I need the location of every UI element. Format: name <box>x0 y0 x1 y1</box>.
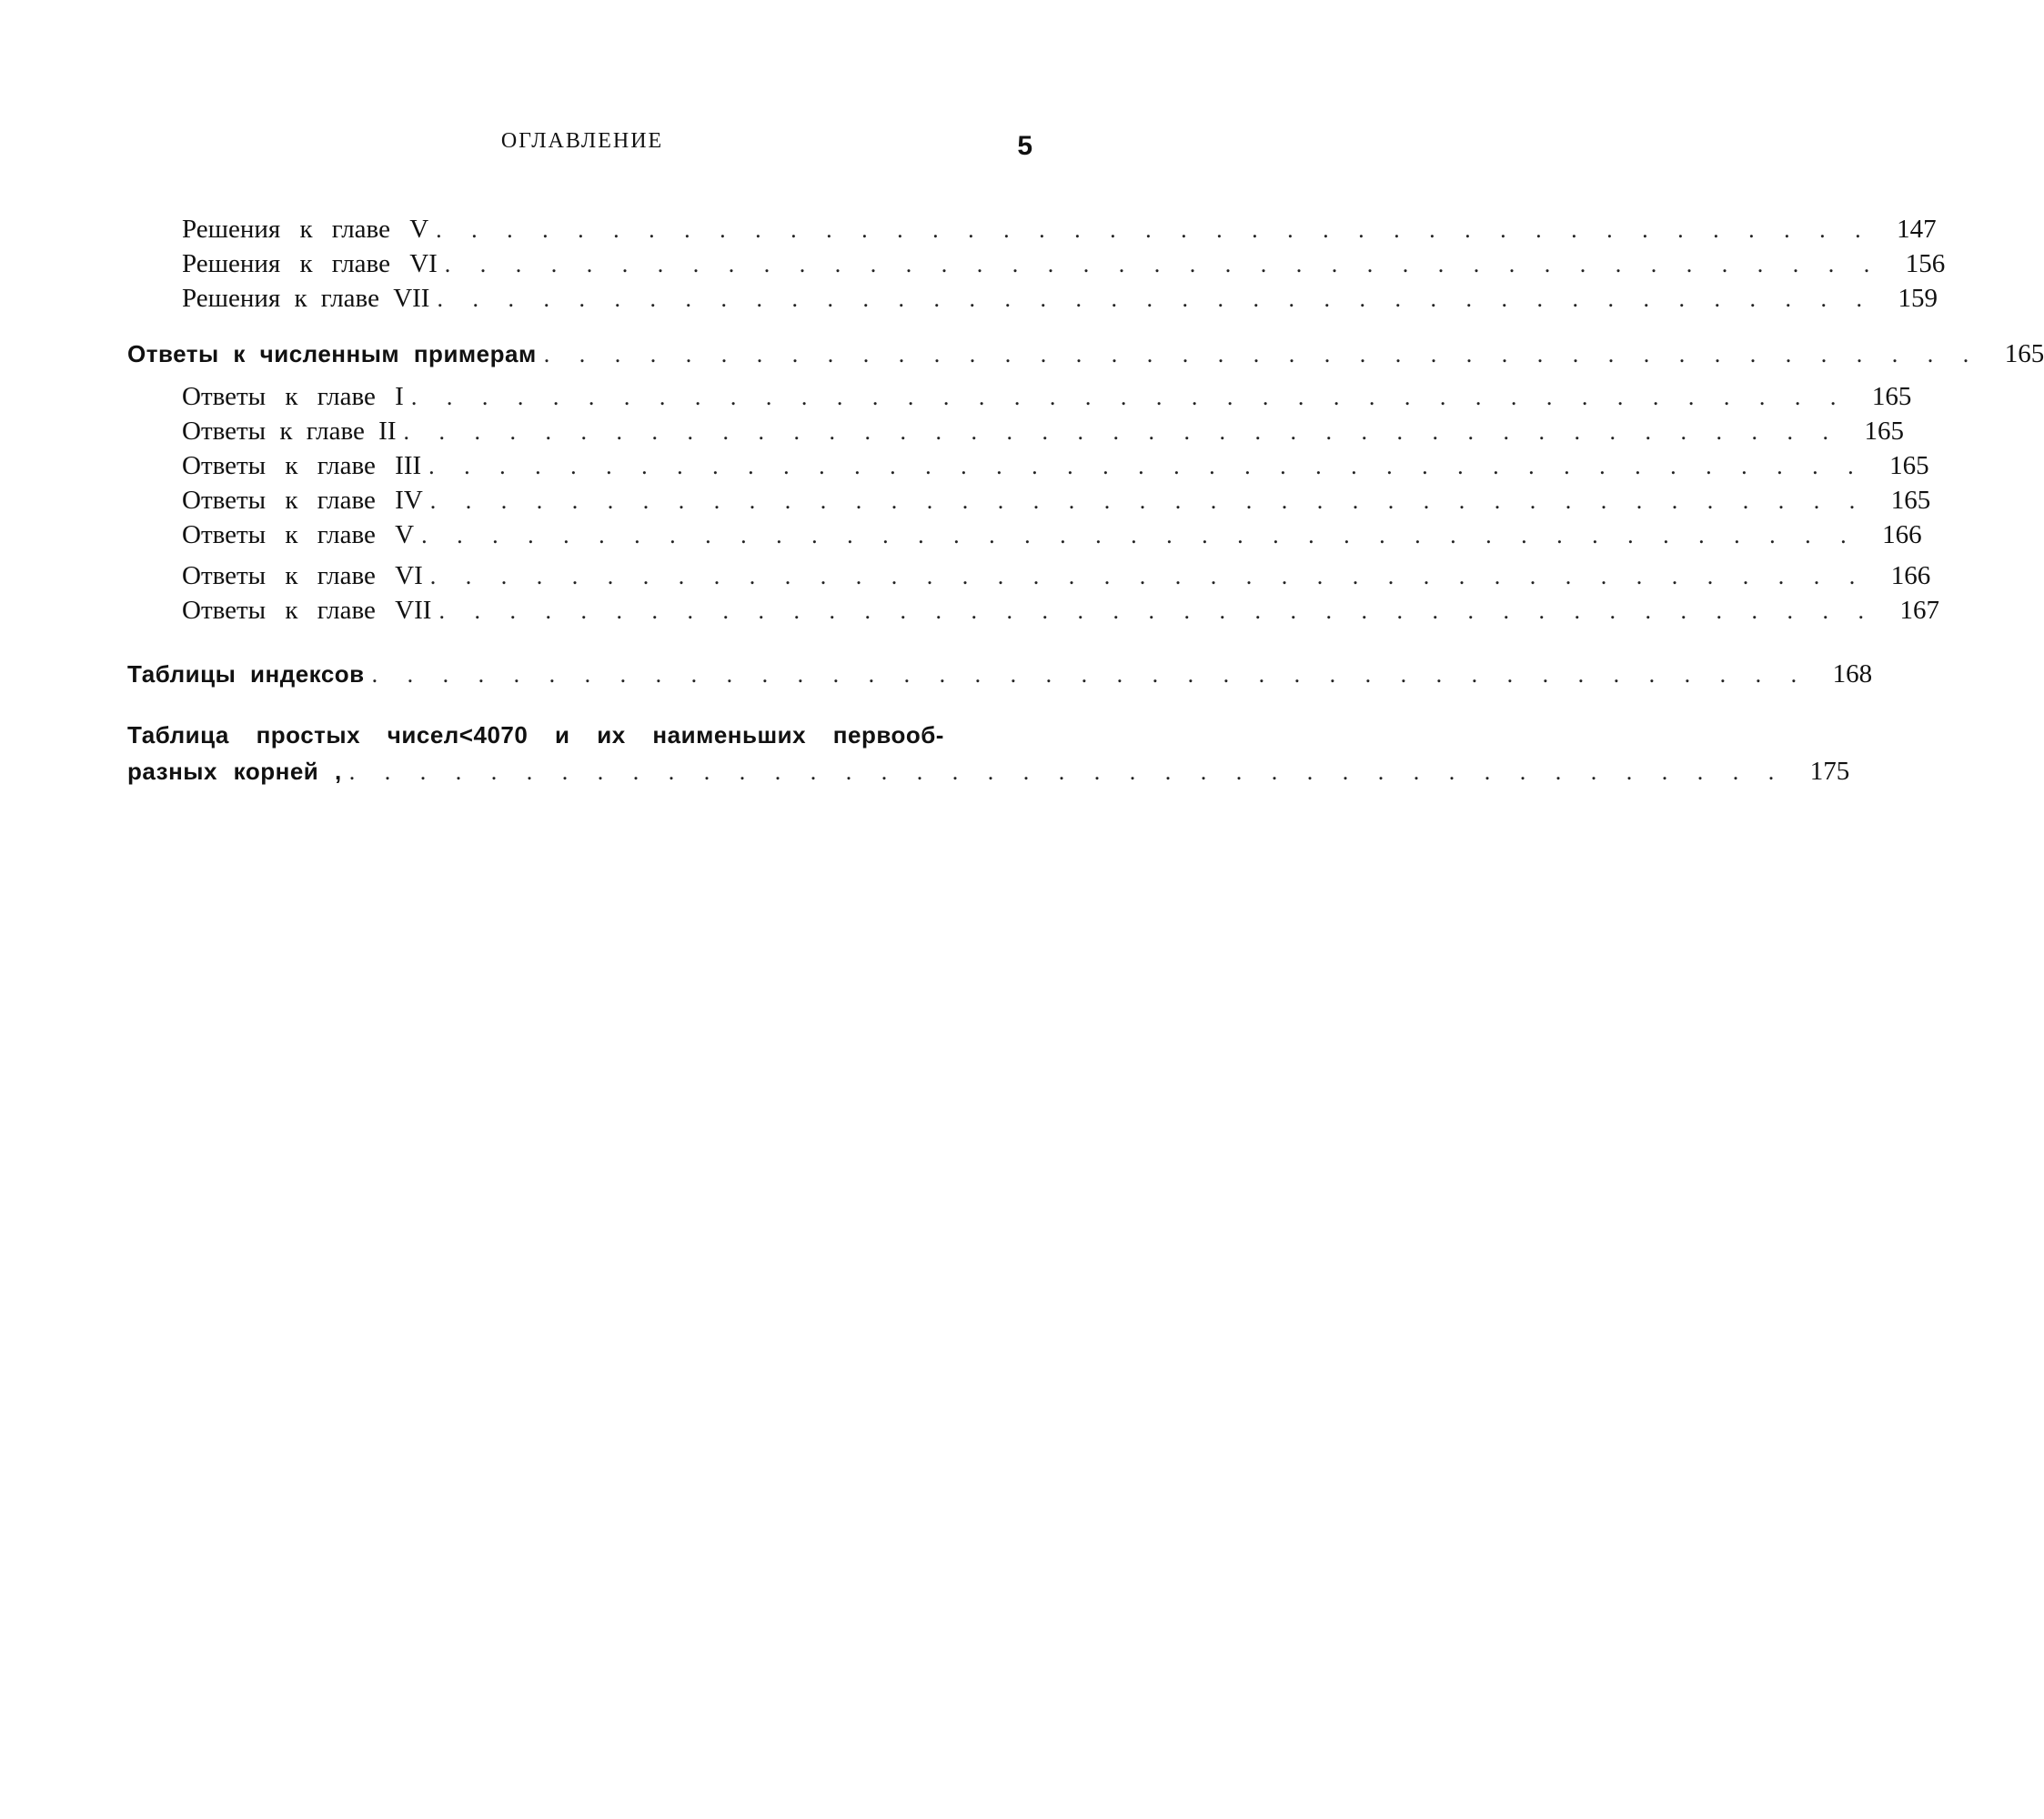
toc-entry[interactable] <box>182 382 1912 415</box>
toc-section-title: Таблица простых чисел<4070 и их наименьших первооб- <box>127 721 944 749</box>
toc-entry-page: 165 <box>1864 417 1904 446</box>
toc-section-title: Ответы к численным примерам <box>127 340 537 367</box>
toc-entry-title: Ответы к главе VII <box>182 596 432 625</box>
toc-entry[interactable] <box>182 520 1922 553</box>
toc-entry-title: Ответы к главе III <box>182 451 422 480</box>
dot-leader: . . . . . . . . . . . . . . . . . . . . . . . . . . . . . . . . . . . . . . . . . <box>410 384 1848 410</box>
toc-entry-page: 167 <box>1899 596 1939 625</box>
page-number: 5 <box>1017 131 1032 161</box>
toc-section-title-line[interactable] <box>127 721 951 754</box>
toc-entry[interactable] <box>182 486 1931 518</box>
dot-leader: . . . . . . . . . . . . . . . . . . . . . . . . . . . . . . . . . . . . . . . . . <box>444 251 1882 277</box>
toc-entry-page: 165 <box>1871 382 1912 411</box>
toc-entry[interactable] <box>182 417 1904 449</box>
toc-section-page: 175 <box>1809 757 1850 786</box>
dot-leader: . . . . . . . . . . . . . . . . . . . . . . . . . . . . . . . . . . . . . . . . . <box>437 286 1874 312</box>
dot-leader: . . . . . . . . . . . . . . . . . . . . . . . . . . . . . . . . . . . . . . . . . <box>436 216 1873 243</box>
toc-section-title: разных корней , <box>127 758 342 785</box>
toc-entry-title: Ответы к главе V <box>182 520 415 549</box>
dot-leader: . . . . . . . . . . . . . . . . . . . . . . . . . . . . . . . . . . . . . . . . . <box>428 453 1866 479</box>
toc-entry[interactable] <box>182 596 1939 628</box>
toc-entry-title: Ответы к главе VI <box>182 561 423 590</box>
toc-entry[interactable] <box>182 215 1937 247</box>
toc-entry-page: 156 <box>1905 249 1946 278</box>
dot-leader: . . . . . . . . . . . . . . . . . . . . . . . . . . . . . . . . . . . . . . . . . <box>429 563 1868 589</box>
toc-entry-page: 147 <box>1897 215 1937 244</box>
toc-section-entry[interactable] <box>127 339 2044 372</box>
dot-leader: . . . . . . . . . . . . . . . . . . . . . . . . . . . . . . . . . . . . . . . . . <box>403 418 1840 445</box>
toc-entry-page: 166 <box>1882 520 1922 549</box>
toc-section-entry[interactable] <box>127 659 1873 692</box>
toc-entry[interactable] <box>182 451 1929 484</box>
toc-entry-page: 166 <box>1890 561 1931 590</box>
dot-leader: . . . . . . . . . . . . . . . . . . . . . . . . . . . . . . . . . . . . . . . . . <box>421 522 1858 548</box>
toc-section-page: 168 <box>1832 659 1873 688</box>
dot-leader: . . . . . . . . . . . . . . . . . . . . . . . . . . . . . . . . . . . . . . . . . <box>429 487 1868 514</box>
page-header <box>0 129 1164 166</box>
toc-entry-title: Решения к главе VI <box>182 249 438 278</box>
toc-entry-page: 159 <box>1898 284 1938 313</box>
toc-entry-title: Ответы к главе I <box>182 382 404 411</box>
toc-entry[interactable] <box>182 561 1931 594</box>
toc-entry-page: 165 <box>1889 451 1929 480</box>
toc-entry-title: Решения к главе VII <box>182 284 430 313</box>
toc-entry[interactable] <box>182 249 1946 282</box>
dot-leader: . . . . . . . . . . . . . . . . . . . . . . . . . . . . . . . . . . . . . . . . . <box>438 598 1876 624</box>
toc-entry-page: 165 <box>1890 486 1931 515</box>
toc-entry-title: Ответы к главе II <box>182 417 397 446</box>
dot-leader: . . . . . . . . . . . . . . . . . . . . . . . . . . . . . . . . . . . . . . . . . <box>371 661 1809 688</box>
dot-leader: . . . . . . . . . . . . . . . . . . . . . . . . . . . . . . . . . . . . . . . . . <box>543 341 1981 367</box>
toc-entry-title: Решения к главе V <box>182 215 429 244</box>
toc-section-title: Таблицы индексов <box>127 660 365 688</box>
toc-entry[interactable] <box>182 284 1938 317</box>
toc-section-entry[interactable] <box>127 757 1850 789</box>
dot-leader: . . . . . . . . . . . . . . . . . . . . . . . . . . . . . . . . . . . . . . . . . <box>348 759 1787 785</box>
running-title: ОГЛАВЛЕНИЕ <box>500 129 664 153</box>
toc-entry-title: Ответы к главе IV <box>182 486 423 515</box>
toc-section-page: 165 <box>2004 339 2044 368</box>
